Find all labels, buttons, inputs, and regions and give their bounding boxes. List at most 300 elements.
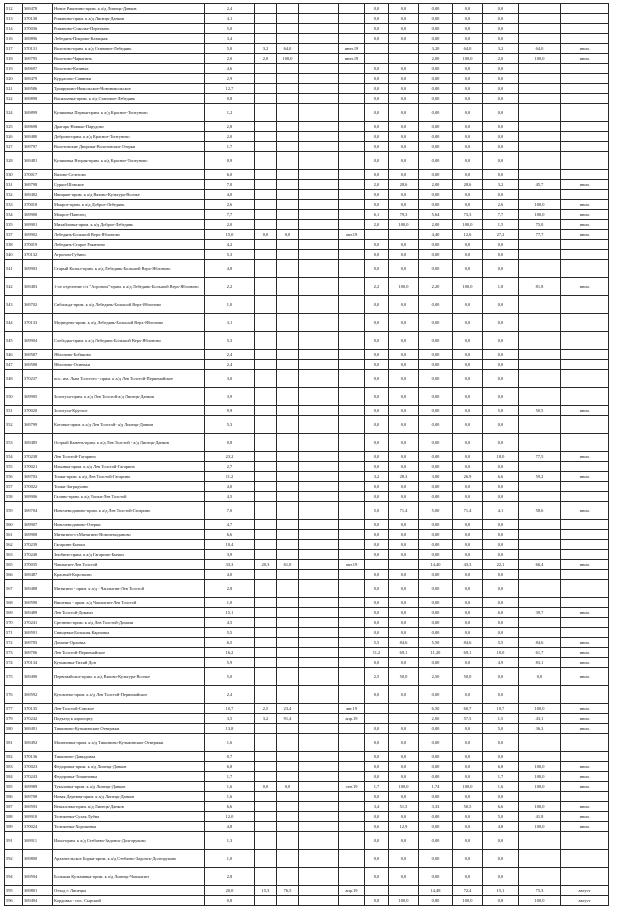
cell-month: июль (561, 210, 609, 220)
cell-row-number: 591 (5, 832, 23, 850)
cell-road-id: 370239 (23, 540, 53, 550)
cell-done-km: 0,00 (419, 296, 453, 314)
cell-length-km: 20,0 (205, 886, 255, 896)
cell-repaired-percent (277, 550, 299, 560)
cell-road-name: Кузьминка-Тихий Дон (53, 658, 205, 668)
cell-done-km: 0,00 (419, 724, 453, 734)
cell-month: июль (561, 812, 609, 822)
cell-repaired-percent (277, 628, 299, 638)
cell-length-km: 0,9 (205, 152, 255, 170)
cell-total-km: 0,0 (483, 530, 519, 540)
cell-repaired-km (255, 668, 277, 686)
cell-repaired-percent (277, 540, 299, 550)
cell-plan-percent: 0,0 (389, 152, 419, 170)
cell-plan-km: 0,0 (365, 462, 389, 472)
table-row (5, 122, 609, 132)
cell-repaired-percent (277, 502, 299, 520)
cell-plan-km: 0,0 (365, 530, 389, 540)
cell-total-percent: 100,0 (519, 54, 561, 64)
cell-row-number: 512 (5, 4, 23, 14)
table-row (5, 350, 609, 360)
cell-total-km: 0,0 (483, 190, 519, 200)
cell-repair-date (339, 278, 365, 296)
cell-row-number: 534 (5, 210, 23, 220)
cell-repaired-km (255, 638, 277, 648)
cell-length-km: 4,7 (205, 520, 255, 530)
cell-row-number: 566 (5, 570, 23, 580)
table-row (5, 220, 609, 230)
cell-road-name: Куликовка Первая-прим. к а/д Красное-Топтуново (53, 104, 205, 122)
cell-plan-percent: 0,0 (389, 598, 419, 608)
cell-done-percent: 0,0 (453, 530, 483, 540)
cell-road-id: 370017 (23, 170, 53, 180)
cell-total-percent (519, 686, 561, 704)
table-row (5, 152, 609, 170)
cell-total-km: 5,0 (483, 406, 519, 416)
cell-done-percent: 0,0 (453, 296, 483, 314)
cell-road-name: Топки-прим. к а/д Лев Толстой-Гагарино (53, 472, 205, 482)
table-cell-spacer (299, 570, 339, 580)
cell-plan-km: 0,0 (365, 190, 389, 200)
cell-done-km: 0,00 (419, 772, 453, 782)
cell-total-km: 2,0 (483, 54, 519, 64)
cell-done-percent: 73,3 (453, 210, 483, 220)
cell-repaired-percent: 64,0 (277, 44, 299, 54)
cell-plan-km: 0,0 (365, 84, 389, 94)
cell-done-km: 0,00 (419, 452, 453, 462)
cell-road-name: Вешаловка-прим. к/д Липецк-Данков (53, 802, 205, 812)
cell-repaired-km (255, 250, 277, 260)
cell-road-id: 369591 (23, 628, 53, 638)
cell-month (561, 540, 609, 550)
cell-road-id: 369902 (23, 230, 53, 240)
cell-month (561, 530, 609, 540)
cell-repaired-km (255, 388, 277, 406)
cell-repaired-percent (277, 296, 299, 314)
cell-plan-km: 0,0 (365, 618, 389, 628)
cell-row-number: 524 (5, 104, 23, 122)
cell-plan-km: 0,0 (365, 812, 389, 822)
cell-done-percent: 0,0 (453, 190, 483, 200)
cell-done-km: 0,00 (419, 64, 453, 74)
cell-month: июль (561, 782, 609, 792)
cell-done-km: 0,00 (419, 332, 453, 350)
cell-plan-percent: 0,0 (389, 734, 419, 752)
cell-repaired-percent (277, 360, 299, 370)
table-cell-spacer (299, 54, 339, 64)
cell-month: июль (561, 668, 609, 686)
cell-repaired-km (255, 658, 277, 668)
cell-done-km: 4,40 (419, 230, 453, 240)
cell-row-number: 552 (5, 416, 23, 434)
cell-total-km: 0,0 (483, 34, 519, 44)
cell-total-percent: 75,0 (519, 220, 561, 230)
cell-done-percent: 26,9 (453, 472, 483, 482)
table-cell-spacer (299, 260, 339, 278)
cell-total-km: 5,0 (483, 812, 519, 822)
cell-row-number: 521 (5, 84, 23, 94)
cell-road-id: 370136 (23, 752, 53, 762)
cell-plan-percent: 71,4 (389, 502, 419, 520)
cell-repaired-km (255, 142, 277, 152)
cell-repaired-km: 2,5 (255, 704, 277, 714)
cell-road-id: 370240 (23, 550, 53, 560)
table-row (5, 822, 609, 832)
cell-road-name: Большая Кузьминка-прим. к а/д Липецк-Чаплыгин (53, 868, 205, 886)
cell-road-id: 370035 (23, 560, 53, 570)
cell-total-percent: 75,3 (519, 886, 561, 896)
cell-total-km: 0,0 (483, 360, 519, 370)
cell-plan-percent: 0,0 (389, 240, 419, 250)
cell-total-percent: 64,0 (519, 44, 561, 54)
cell-total-percent (519, 550, 561, 560)
cell-repaired-km (255, 598, 277, 608)
cell-plan-km (365, 44, 389, 54)
table-cell-spacer (299, 388, 339, 406)
cell-road-name: Васильевка-прим. к а/д Становое-Лебедянь (53, 94, 205, 104)
cell-road-id: 369588 (23, 360, 53, 370)
cell-road-name: Романово-Соколье-Перехвать (53, 24, 205, 34)
cell-length-km: 3,4 (205, 34, 255, 44)
cell-done-percent: 0,0 (453, 570, 483, 580)
table-row (5, 210, 609, 220)
cell-repaired-km (255, 812, 277, 822)
cell-repair-date (339, 832, 365, 850)
cell-repaired-km (255, 406, 277, 416)
cell-length-km: 1,2 (205, 104, 255, 122)
cell-repair-date (339, 530, 365, 540)
table-cell-spacer (299, 190, 339, 200)
cell-month (561, 434, 609, 452)
table-cell-spacer (299, 812, 339, 822)
cell-total-percent (519, 14, 561, 24)
cell-repair-date (339, 360, 365, 370)
cell-month: июль (561, 406, 609, 416)
cell-road-id: 369490 (23, 668, 53, 686)
table-cell-spacer (299, 886, 339, 896)
cell-length-km: 4,5 (205, 492, 255, 502)
cell-row-number: 569 (5, 608, 23, 618)
cell-total-km: 0,0 (483, 24, 519, 34)
cell-repaired-percent (277, 520, 299, 530)
cell-row-number: 516 (5, 34, 23, 44)
cell-month: август (561, 896, 609, 906)
table-row (5, 850, 609, 868)
cell-repair-date: июн.19 (339, 44, 365, 54)
cell-done-km: 0,00 (419, 84, 453, 94)
cell-repair-date (339, 668, 365, 686)
cell-total-km: 0,0 (483, 4, 519, 14)
cell-month (561, 598, 609, 608)
cell-repaired-percent (277, 792, 299, 802)
cell-total-km: 1,7 (483, 772, 519, 782)
cell-repaired-km (255, 4, 277, 14)
cell-length-km: 1,6 (205, 792, 255, 802)
cell-plan-km: 0,0 (365, 792, 389, 802)
cell-total-km: 10,0 (483, 648, 519, 658)
cell-total-km: 5,5 (483, 638, 519, 648)
cell-month: июль (561, 714, 609, 724)
cell-length-km: 2,7 (205, 462, 255, 472)
cell-month: июль (561, 772, 609, 782)
cell-road-id: 369697 (23, 64, 53, 74)
cell-done-km: 0,00 (419, 200, 453, 210)
cell-done-km: 0,00 (419, 14, 453, 24)
cell-plan-percent: 0,0 (389, 122, 419, 132)
cell-repaired-percent (277, 14, 299, 24)
cell-row-number: 554 (5, 452, 23, 462)
cell-road-name: Отход г. Липецка (53, 886, 205, 896)
cell-road-id: 370022 (23, 482, 53, 492)
cell-road-id: 369592 (23, 686, 53, 704)
cell-done-percent: 0,0 (453, 580, 483, 598)
cell-road-name: Лев-Толстой-Савское (53, 704, 205, 714)
cell-total-km: 0,0 (483, 540, 519, 550)
table-row (5, 520, 609, 530)
cell-plan-percent: 0,0 (389, 64, 419, 74)
cell-plan-percent (389, 54, 419, 64)
cell-done-km: 14,40 (419, 560, 453, 570)
cell-repair-date (339, 240, 365, 250)
cell-month (561, 628, 609, 638)
cell-total-km: 2,6 (483, 200, 519, 210)
cell-plan-percent: 0,0 (389, 492, 419, 502)
table-cell-spacer (299, 452, 339, 462)
table-row (5, 686, 609, 704)
cell-road-id: 369910 (23, 812, 53, 822)
cell-total-km: 3,2 (483, 180, 519, 190)
cell-total-km: 0,0 (483, 314, 519, 332)
cell-done-km: 0,00 (419, 388, 453, 406)
cell-month (561, 142, 609, 152)
table-cell-spacer (299, 210, 339, 220)
cell-plan-km: 0,0 (365, 608, 389, 618)
cell-total-km: 0,0 (483, 482, 519, 492)
cell-repaired-km (255, 724, 277, 734)
table-row (5, 734, 609, 752)
cell-done-percent: 0,0 (453, 734, 483, 752)
cell-road-name: Волотово-Чарыгинъ (53, 54, 205, 64)
cell-road-name: Новочемоданово-Озерки (53, 520, 205, 530)
cell-total-km: 0,0 (483, 598, 519, 608)
cell-done-km: 0,00 (419, 250, 453, 260)
cell-length-km: 5,3 (205, 332, 255, 350)
cell-repaired-km (255, 24, 277, 34)
cell-repaired-km (255, 762, 277, 772)
cell-row-number: 563 (5, 550, 23, 560)
cell-done-km: 0,00 (419, 734, 453, 752)
cell-done-percent: 100,0 (453, 220, 483, 230)
table-row (5, 618, 609, 628)
cell-month (561, 388, 609, 406)
cell-repair-date (339, 296, 365, 314)
cell-plan-km: 0,0 (365, 550, 389, 560)
cell-plan-km: 6,1 (365, 210, 389, 220)
cell-total-percent: 0,0 (519, 668, 561, 686)
table-row (5, 250, 609, 260)
cell-repair-date (339, 152, 365, 170)
cell-plan-percent (389, 704, 419, 714)
cell-repaired-km (255, 240, 277, 250)
cell-done-percent: 0,0 (453, 812, 483, 822)
table-cell-spacer (299, 278, 339, 296)
table-row (5, 638, 609, 648)
cell-road-id: 369797 (23, 142, 53, 152)
cell-road-id: 370023 (23, 762, 53, 772)
table-cell-spacer (299, 220, 339, 230)
cell-road-name: Острый Камень-прим. к а/д Лев Толстой - а/д Липецк-Данков (53, 434, 205, 452)
cell-repair-date (339, 896, 365, 906)
cell-plan-percent: 0,0 (389, 250, 419, 260)
table-cell-spacer (299, 502, 339, 520)
cell-total-km: 1,5 (483, 220, 519, 230)
cell-done-km: 0,00 (419, 792, 453, 802)
cell-road-name: Новочемоданово-прим. к а/д Лев Толстой-Гагарино (53, 502, 205, 520)
cell-road-id: 369702 (23, 296, 53, 314)
cell-total-km: 0,0 (483, 104, 519, 122)
cell-repaired-percent (277, 472, 299, 482)
cell-road-name: Волотово-прим. к а/д Становое-Лебедянь (53, 44, 205, 54)
cell-length-km: 1,0 (205, 296, 255, 314)
cell-repair-date (339, 772, 365, 782)
cell-road-name: Знобино-прим. к а/д Гагарино-Бычки (53, 550, 205, 560)
cell-done-percent: 0,0 (453, 686, 483, 704)
cell-road-id: 369706 (23, 648, 53, 658)
cell-row-number: 545 (5, 332, 23, 350)
table-cell-spacer (299, 648, 339, 658)
cell-month (561, 170, 609, 180)
cell-road-name: Митягино-ст.Митягино-Новочемоданово (53, 530, 205, 540)
cell-total-percent (519, 190, 561, 200)
cell-length-km: 2,0 (205, 220, 255, 230)
cell-plan-percent: 0,0 (389, 406, 419, 416)
cell-row-number: 546 (5, 350, 23, 360)
cell-repair-date (339, 638, 365, 648)
cell-plan-percent: 0,0 (389, 388, 419, 406)
cell-repair-date (339, 210, 365, 220)
cell-road-id: 370237 (23, 370, 53, 388)
cell-done-km: 0,00 (419, 462, 453, 472)
table-row (5, 44, 609, 54)
cell-done-percent: 0,0 (453, 406, 483, 416)
cell-length-km: 10,7 (205, 704, 255, 714)
cell-repaired-km (255, 14, 277, 24)
cell-month (561, 84, 609, 94)
cell-total-percent: 84,6 (519, 638, 561, 648)
cell-repair-date (339, 190, 365, 200)
cell-done-km: 5,64 (419, 210, 453, 220)
cell-road-name: Подъезд к аэропорту (53, 714, 205, 724)
cell-plan-percent: 0,0 (389, 142, 419, 152)
cell-plan-km: 0,0 (365, 132, 389, 142)
cell-plan-km: 0,0 (365, 724, 389, 734)
cell-road-id: 369798 (23, 180, 53, 190)
cell-repaired-percent (277, 34, 299, 44)
cell-plan-km: 2,2 (365, 278, 389, 296)
cell-plan-percent (389, 560, 419, 570)
cell-plan-percent: 12,9 (389, 822, 419, 832)
table-row (5, 492, 609, 502)
cell-total-km: 22,1 (483, 560, 519, 570)
table-cell-spacer (299, 84, 339, 94)
cell-done-percent: 0,0 (453, 350, 483, 360)
cell-length-km: 2,2 (205, 278, 255, 296)
cell-repaired-km (255, 868, 277, 886)
cell-total-km: 6,6 (483, 472, 519, 482)
cell-total-km: 0,0 (483, 492, 519, 502)
table-cell-spacer (299, 734, 339, 752)
table-row (5, 598, 609, 608)
cell-road-name: Драгарь-Новико-Парудово (53, 122, 205, 132)
cell-month (561, 94, 609, 104)
cell-plan-km: 0,0 (365, 752, 389, 762)
cell-repaired-percent (277, 278, 299, 296)
cell-road-name: Федоровка-прим. к а/д Липецк-Данков (53, 762, 205, 772)
cell-total-km: 0,0 (483, 628, 519, 638)
cell-plan-km: 3,4 (365, 802, 389, 812)
cell-done-percent: 0,0 (453, 434, 483, 452)
cell-repaired-percent (277, 170, 299, 180)
table-cell-spacer (299, 492, 339, 502)
cell-month (561, 74, 609, 84)
cell-road-id: 369492 (23, 734, 53, 752)
cell-road-id: 369906 (23, 492, 53, 502)
cell-done-km: 0,00 (419, 350, 453, 360)
cell-length-km: 7,0 (205, 180, 255, 190)
cell-total-km: 0,0 (483, 14, 519, 24)
cell-total-km: 0,0 (483, 260, 519, 278)
cell-length-km: 7,0 (205, 502, 255, 520)
cell-row-number: 543 (5, 296, 23, 314)
cell-row-number: 517 (5, 44, 23, 54)
cell-total-percent (519, 482, 561, 492)
cell-row-number: 579 (5, 714, 23, 724)
cell-repaired-km (255, 94, 277, 104)
table-cell-spacer (299, 802, 339, 812)
cell-total-percent (519, 598, 561, 608)
cell-plan-percent: 0,0 (389, 170, 419, 180)
table-row (5, 832, 609, 850)
table-row (5, 782, 609, 792)
cell-total-percent (519, 260, 561, 278)
cell-plan-percent: 0,0 (389, 686, 419, 704)
cell-repaired-percent: 100,0 (277, 54, 299, 64)
cell-road-name: Кузовлево-прим. к а/д Лев Толстой-Первомайское (53, 686, 205, 704)
cell-repair-date: апр.19 (339, 714, 365, 724)
cell-repair-date (339, 822, 365, 832)
cell-road-name: Волотовские Дворики-Волотовские Озерки (53, 142, 205, 152)
cell-road-id: 370024 (23, 822, 53, 832)
cell-road-name: Кордовка - пос. Сырский (53, 896, 205, 906)
cell-road-id: 369586 (23, 84, 53, 94)
cell-repair-date (339, 434, 365, 452)
cell-total-km: 0,0 (483, 388, 519, 406)
cell-total-percent: 61,7 (519, 648, 561, 658)
cell-length-km: 4,8 (205, 260, 255, 278)
table-cell-spacer (299, 520, 339, 530)
cell-repaired-percent (277, 802, 299, 812)
cell-month (561, 4, 609, 14)
cell-plan-percent: 100,0 (389, 278, 419, 296)
cell-plan-percent: 0,0 (389, 792, 419, 802)
table-row (5, 434, 609, 452)
table-row (5, 180, 609, 190)
table-cell-spacer (299, 350, 339, 360)
table-row (5, 502, 609, 520)
cell-done-km: 0,00 (419, 686, 453, 704)
table-cell-spacer (299, 628, 339, 638)
cell-total-km: 0,0 (483, 296, 519, 314)
